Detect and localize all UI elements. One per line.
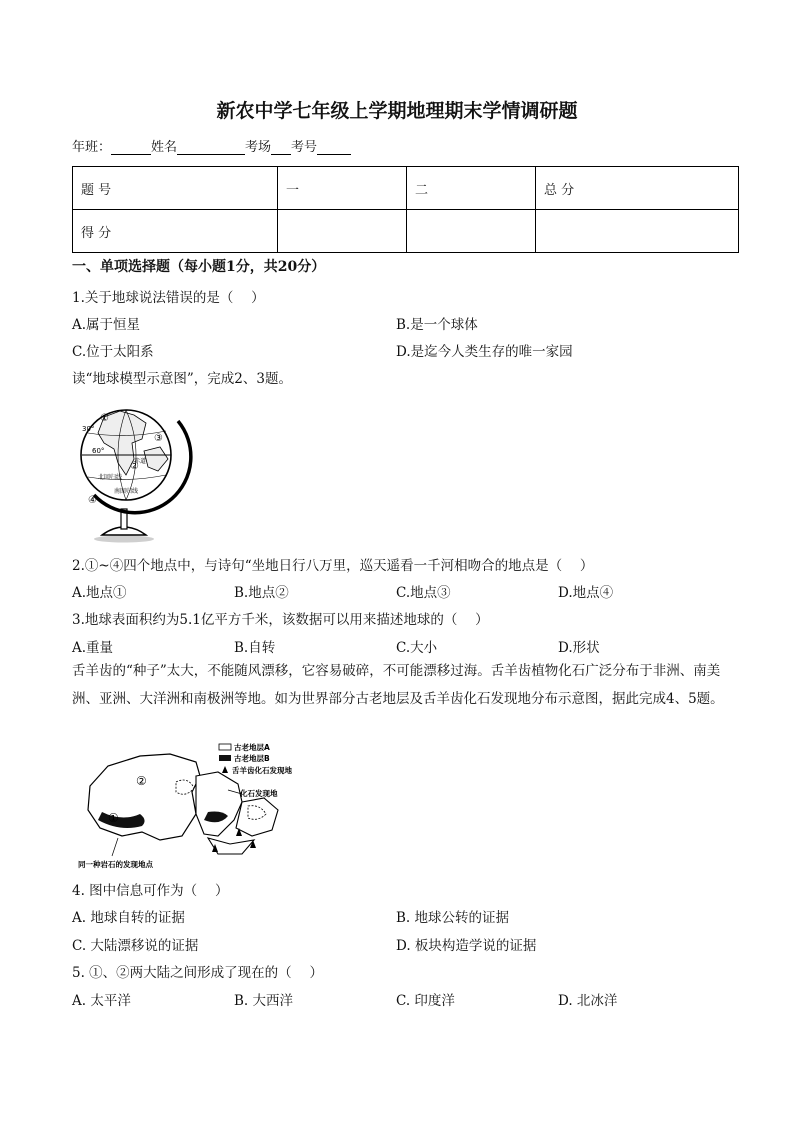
number-label: 考号 bbox=[291, 140, 318, 155]
table-row bbox=[73, 167, 739, 210]
q5-option-c: C. 印度洋 bbox=[396, 993, 455, 1009]
legend-label-a: 古老地层A bbox=[234, 743, 270, 752]
q4-option-d: D. 板块构造学说的证据 bbox=[396, 938, 537, 954]
legend-swatch-a bbox=[219, 744, 231, 750]
table-cell bbox=[407, 210, 536, 253]
gondwana-map-figure bbox=[78, 740, 318, 872]
table-cell: 题 号 bbox=[73, 167, 278, 210]
q4-option-a: A. 地球自转的证据 bbox=[72, 910, 185, 926]
q3-option-b: B.自转 bbox=[234, 640, 276, 656]
legend-label-c: 舌羊齿化石发现地 bbox=[232, 766, 292, 775]
fossil-site-label: 化石发现地 bbox=[240, 789, 278, 798]
q1-option-c: C.位于太阳系 bbox=[72, 344, 154, 360]
label-tropic-1: 北回归线 bbox=[98, 474, 123, 481]
q5-option-d: D. 北冰洋 bbox=[558, 993, 618, 1009]
table-cell: 得 分 bbox=[73, 210, 278, 253]
continent-outline bbox=[196, 772, 242, 836]
page-title: 新农中学七年级上学期地理期末学情调研题 bbox=[216, 100, 578, 122]
q2-option-d: D.地点④ bbox=[558, 585, 614, 601]
continent-label-1: ① bbox=[108, 811, 119, 825]
marker-point-2: ② bbox=[130, 461, 139, 472]
legend-swatch-b bbox=[219, 755, 231, 761]
name-label: 姓名 bbox=[151, 140, 178, 155]
question-3-stem: 3.地球表面积约为5.1亿平方千米，该数据可以用来描述地球的（ ） bbox=[72, 612, 489, 628]
score-table bbox=[72, 166, 739, 253]
number-blank bbox=[317, 140, 351, 155]
student-info-line bbox=[72, 136, 351, 155]
question-4-stem: 4. 图中信息可作为（ ） bbox=[72, 883, 229, 899]
continent-outline bbox=[88, 754, 200, 840]
reading-instruction-1: 读“地球模型示意图”，完成2、3题。 bbox=[72, 371, 292, 387]
q4-option-c: C. 大陆漂移说的证据 bbox=[72, 938, 199, 954]
q3-option-a: A.重量 bbox=[72, 640, 114, 656]
table-cell: 总 分 bbox=[536, 167, 739, 210]
label-tropic-2: 南回归线 bbox=[114, 488, 139, 495]
q1-option-a: A.属于恒星 bbox=[72, 317, 141, 333]
marker-point-4: ④ bbox=[88, 495, 97, 506]
legend-label-b: 古老地层B bbox=[234, 754, 270, 763]
reading-passage: 舌羊齿的“种子”太大，不能随风漂移，它容易破碎，不可能漂移过海。舌羊齿植物化石广泛分布于非洲、南美洲、亚洲、大洋洲和南极洲等地。如为世界部分古老地层及舌羊齿化石发现地分布示意图，据此完成4、5题。 bbox=[72, 663, 724, 707]
continent-label-2: ② bbox=[136, 774, 147, 788]
question-5-stem: 5. ①、②两大陆之间形成了现在的（ ） bbox=[72, 965, 323, 981]
rock-site-label: 同一种岩石的发现地点 bbox=[78, 860, 153, 869]
q3-option-d: D.形状 bbox=[558, 640, 600, 656]
legend-fossil-icon bbox=[222, 766, 228, 773]
question-2-stem: 2.①~④四个地点中，与诗句“坐地日行八万里，巡天遥看一千河相吻合的地点是（ ） bbox=[72, 558, 594, 574]
q3-option-c: C.大小 bbox=[396, 640, 438, 656]
table-cell: 一 bbox=[278, 167, 407, 210]
label-equator: 赤道 bbox=[134, 458, 147, 465]
table-cell bbox=[278, 210, 407, 253]
q5-option-a: A. 太平洋 bbox=[72, 993, 131, 1009]
globe-base-shadow bbox=[94, 536, 154, 543]
q1-option-b: B.是一个球体 bbox=[396, 317, 478, 333]
room-blank bbox=[271, 140, 291, 155]
q2-option-b: B.地点② bbox=[234, 585, 289, 601]
question-1-stem: 1.关于地球说法错误的是（ ） bbox=[72, 290, 265, 306]
q5-option-b: B. 大西洋 bbox=[234, 993, 294, 1009]
q4-option-b: B. 地球公转的证据 bbox=[396, 910, 510, 926]
table-cell bbox=[536, 210, 739, 253]
class-label: 年班： bbox=[72, 140, 112, 155]
table-row bbox=[73, 210, 739, 253]
class-blank bbox=[111, 140, 151, 155]
callout-line bbox=[112, 838, 118, 856]
label-30deg: 30° bbox=[82, 425, 95, 433]
room-label: 考场 bbox=[245, 140, 272, 155]
section-heading: 一、单项选择题（每小题1分，共20分） bbox=[72, 259, 326, 275]
marker-point-3: ③ bbox=[154, 433, 163, 444]
q2-option-a: A.地点① bbox=[72, 585, 127, 601]
name-blank bbox=[177, 140, 245, 155]
label-60deg: 60° bbox=[92, 447, 105, 455]
marker-point-1: ① bbox=[100, 413, 109, 424]
q1-option-d: D.是迄今人类生存的唯一家园 bbox=[396, 344, 573, 360]
globe-figure bbox=[74, 393, 196, 543]
q2-option-c: C.地点③ bbox=[396, 585, 451, 601]
table-cell: 二 bbox=[407, 167, 536, 210]
